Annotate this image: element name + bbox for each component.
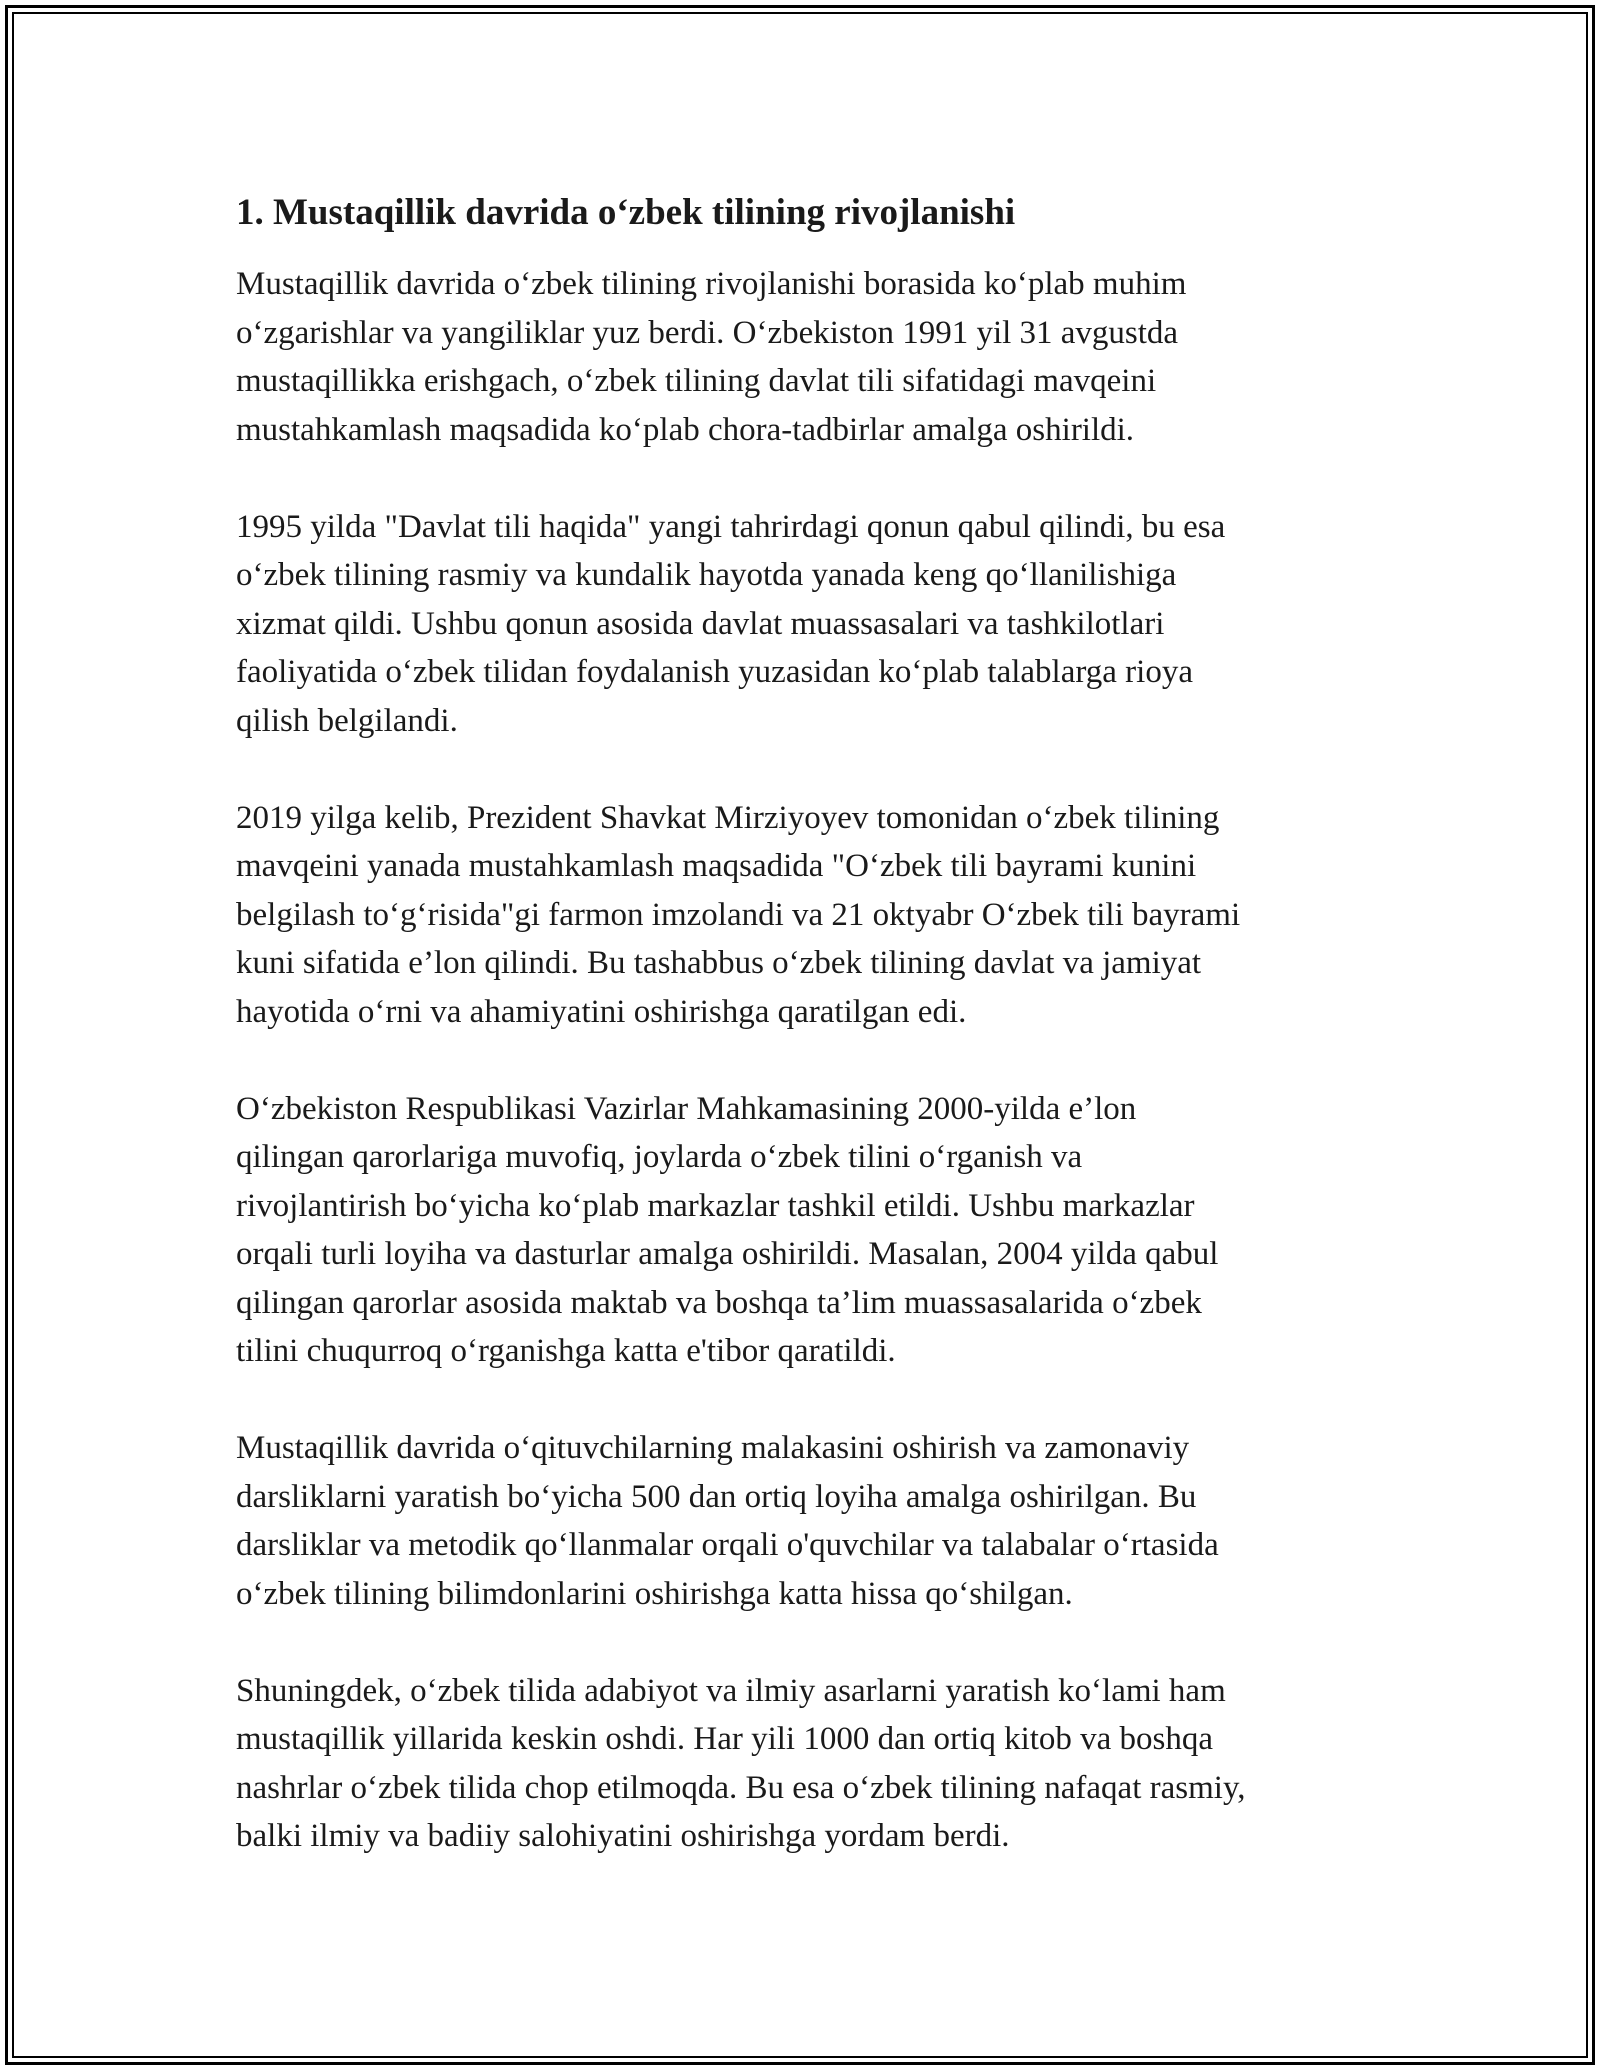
paragraph-line: O‘zbekiston Respublikasi Vazirlar Mahkamasining 2000-yilda e’lon <box>236 1090 1137 1127</box>
paragraph-line: qilish belgilandi. <box>236 702 458 739</box>
paragraph-line: 1995 yilda "Davlat tili haqida" yangi tahrirdagi qonun qabul qilindi, bu esa <box>236 508 1226 545</box>
paragraph-line: o‘zbek tilining bilimdonlarini oshirishga katta hissa qo‘shilgan. <box>236 1575 1073 1612</box>
paragraph-line: qilingan qarorlariga muvofiq, joylarda o‘zbek tilini o‘rganish va <box>236 1139 1083 1175</box>
paragraph-line: orqali turli loyiha va dasturlar amalga oshirildi. Masalan, 2004 yilda qabul <box>236 1236 1219 1272</box>
paragraph-line: o‘zbek tilining rasmiy va kundalik hayotda yanada keng qo‘llanilishiga <box>236 557 1177 593</box>
paragraph-line: mustaqillikka erishgach, o‘zbek tilining davlat tili sifatidagi mavqeini <box>236 363 1157 399</box>
paragraph-line: xizmat qildi. Ushbu qonun asosida davlat muassasalari va tashkilotlari <box>236 605 1165 642</box>
paragraph-line: darsliklar va metodik qo‘llanmalar orqali o'quvchilar va talabalar o‘rtasida <box>236 1527 1219 1563</box>
paragraph-line: tilini chuqurroq o‘rganishga katta e'tibor qaratildi. <box>236 1333 896 1369</box>
document-title: 1. Mustaqillik davrida o‘zbek tilining rivojlanishi <box>236 192 1016 233</box>
paragraph-2 <box>236 503 1386 746</box>
paragraph-line: balki ilmiy va badiiy salohiyatini oshirishga yordam berdi. <box>236 1818 1010 1854</box>
paragraph-line: 2019 yilga kelib, Prezident Shavkat Mirziyoyev tomonidan o‘zbek tilining <box>236 799 1220 836</box>
paragraph-1 <box>236 260 1386 454</box>
paragraph-line: Mustaqillik davrida o‘qituvchilarning malakasini oshirish va zamonaviy <box>236 1430 1190 1466</box>
paragraph-line: belgilash to‘g‘risida"gi farmon imzolandi va 21 oktyabr O‘zbek tili bayrami <box>236 896 1241 933</box>
paragraph-line: kuni sifatida e’lon qilindi. Bu tashabbus o‘zbek tilining davlat va jamiyat <box>236 945 1202 981</box>
paragraph-line: hayotida o‘rni va ahamiyatini oshirishga qaratilgan edi. <box>236 993 967 1030</box>
paragraph-line: rivojlantirish bo‘yicha ko‘plab markazlar tashkil etildi. Ushbu markazlar <box>236 1187 1195 1224</box>
paragraph-line: nashrlar o‘zbek tilida chop etilmoqda. Bu esa o‘zbek tilining nafaqat rasmiy, <box>236 1769 1246 1806</box>
paragraph-5 <box>236 1424 1386 1618</box>
paragraph-6 <box>236 1667 1386 1861</box>
paragraph-line: Mustaqillik davrida o‘zbek tilining rivojlanishi borasida ko‘plab muhim <box>236 266 1187 302</box>
paragraph-line: faoliyatida o‘zbek tilidan foydalanish yuzasidan ko‘plab talablarga rioya <box>236 654 1193 690</box>
paragraph-line: mustahkamlash maqsadida ko‘plab chora-tadbirlar amalga oshirildi. <box>236 411 1135 448</box>
document-body <box>236 186 1386 1909</box>
paragraph-line: o‘zgarishlar va yangiliklar yuz berdi. O‘zbekiston 1991 yil 31 avgustda <box>236 314 1179 351</box>
paragraph-line: darsliklarni yaratish bo‘yicha 500 dan ortiq loyiha amalga oshirilgan. Bu <box>236 1478 1197 1515</box>
paragraph-line: Shuningdek, o‘zbek tilida adabiyot va ilmiy asarlarni yaratish ko‘lami ham <box>236 1672 1226 1709</box>
paragraph-line: qilingan qarorlar asosida maktab va boshqa ta’lim muassasalarida o‘zbek <box>236 1284 1202 1321</box>
paragraph-4 <box>236 1085 1386 1376</box>
paragraph-3 <box>236 794 1386 1037</box>
paragraph-line: mavqeini yanada mustahkamlash maqsadida "O‘zbek tili bayrami kunini <box>236 848 1197 884</box>
paragraph-line: mustaqillik yillarida keskin oshdi. Har yili 1000 dan ortiq kitob va boshqa <box>236 1721 1214 1757</box>
